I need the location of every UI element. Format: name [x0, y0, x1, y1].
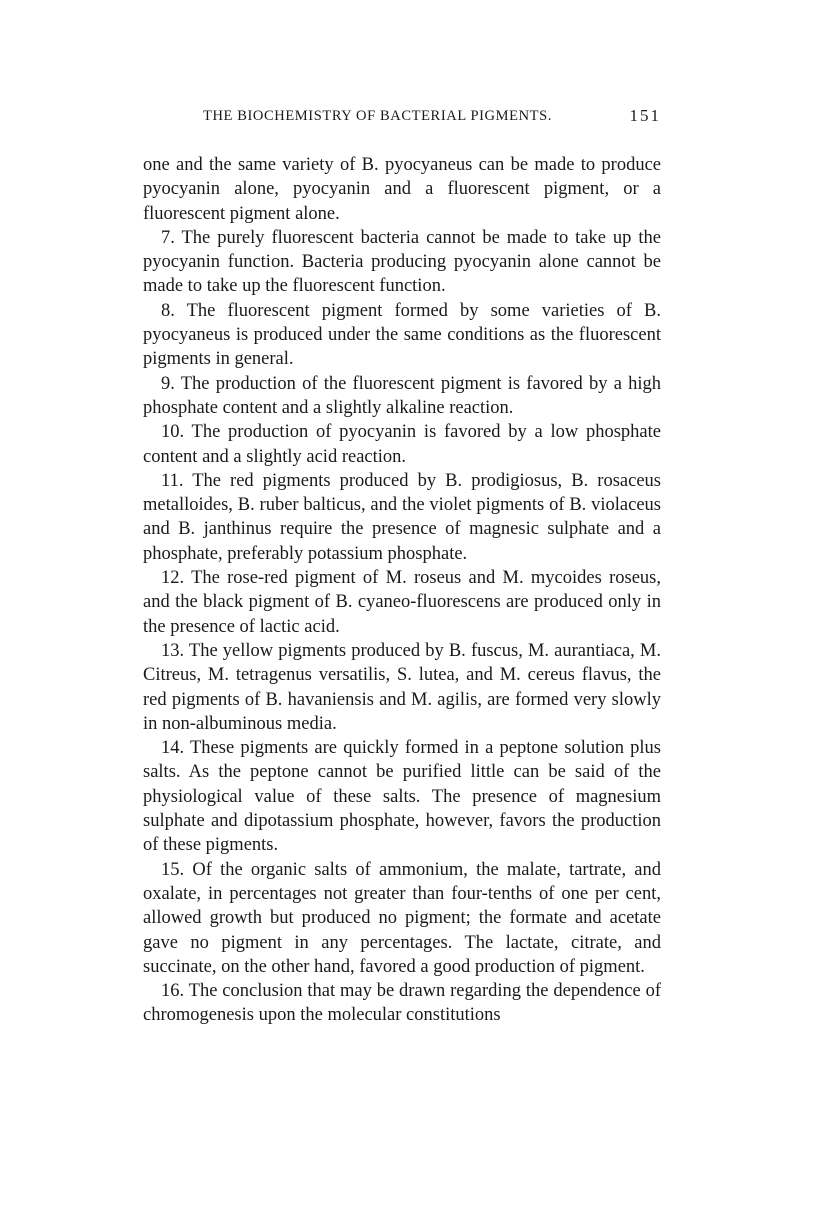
page-number: 151: [629, 106, 661, 125]
paragraph-8: 8. The fluorescent pigment formed by some varieties of B. pyocyaneus is produced under the same conditions as the fluorescent pigments in general.: [143, 300, 661, 370]
paragraph-10: 10. The production of pyocyanin is favored by a low phosphate content and a slightly acid reaction.: [143, 422, 661, 467]
paragraph-13: 13. The yellow pigments produced by B. fuscus, M. aurantiaca, M. Citreus, M. tetragenus versatilis, S. lutea, and M. cereus flavus, the red pigments of B. havaniensis and M. agilis, are formed very slowly in non-albuminous media.: [143, 640, 661, 734]
paragraph-7: 7. The purely fluorescent bacteria cannot be made to take up the pyocyanin function. Bacteria producing pyocyanin alone cannot be made to take up the fluorescent function.: [143, 227, 661, 297]
book-page: [143, 104, 661, 1028]
paragraph-11: 11. The red pigments produced by B. prodigiosus, B. rosaceus metalloides, B. ruber balticus, and the violet pigments of B. violaceus and B. janthinus require the presence of magnesic sulphate and a phosphate, preferably potassium phosphate.: [143, 470, 661, 564]
paragraph-14: 14. These pigments are quickly formed in a peptone solution plus salts. As the peptone cannot be purified little can be said of the physiological value of these salts. The presence of magnesium sulphate and dipotassium phosphate, however, favors the production of these pigments.: [143, 738, 661, 856]
paragraph-15: 15. Of the organic salts of ammonium, the malate, tartrate, and oxalate, in percentages not greater than four-tenths of one per cent, allowed growth but produced no pigment; the formate and acetate gave no pigment in any percentages. The lactate, citrate, and succinate, on the other hand, favored a good production of pigment.: [143, 859, 661, 977]
running-head-title: THE BIOCHEMISTRY OF BACTERIAL PIGMENTS.: [203, 108, 552, 124]
body-text: [143, 153, 661, 1028]
paragraph-16: 16. The conclusion that may be drawn regarding the dependence of chromogenesis upon the molecular constitutions: [143, 981, 661, 1026]
paragraph-12: 12. The rose-red pigment of M. roseus and M. mycoides roseus, and the black pigment of B. cyaneo-fluorescens are produced only in the presence of lactic acid.: [143, 568, 661, 637]
paragraph-9: 9. The production of the fluorescent pigment is favored by a high phosphate content and a slightly alkaline reaction.: [143, 373, 661, 418]
paragraph-continuation: one and the same variety of B. pyocyaneus can be made to produce pyocyanin alone, pyocyanin and a fluorescent pigment, or a fluorescent pigment alone.: [143, 155, 661, 224]
running-head: [203, 104, 661, 130]
